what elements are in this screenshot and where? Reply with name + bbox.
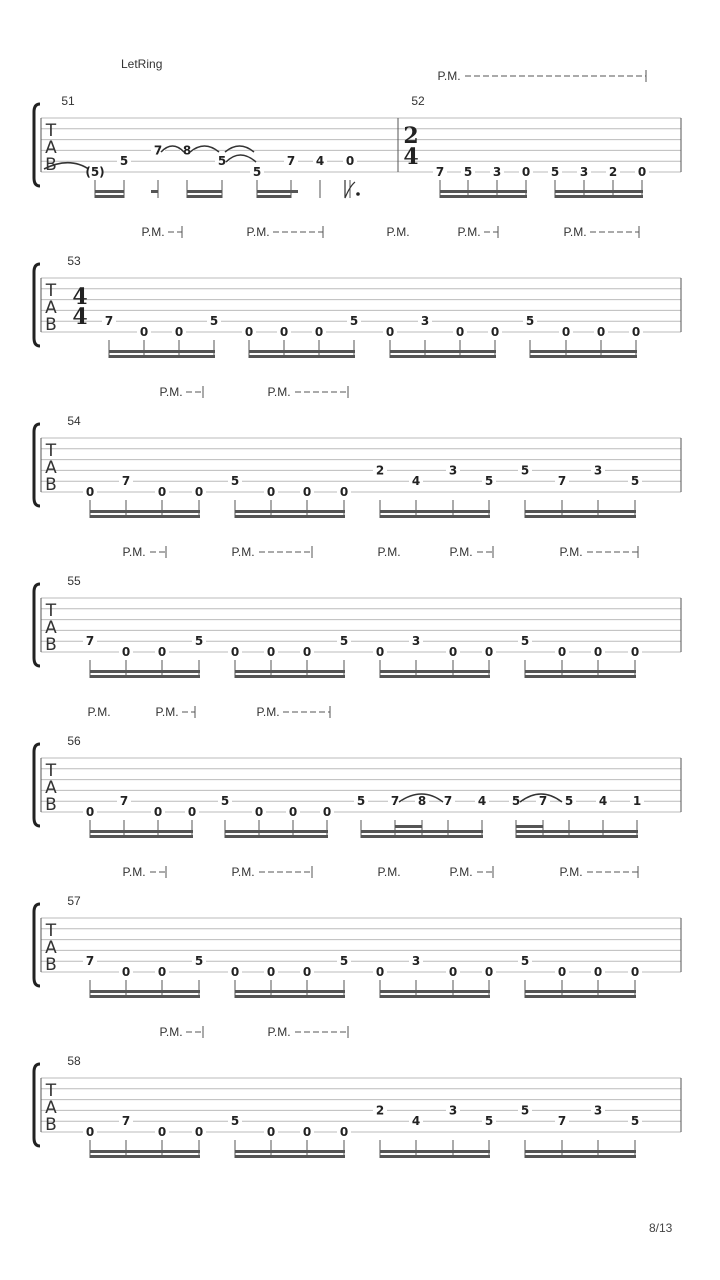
palm-mute-label: P.M.	[377, 865, 401, 879]
measure-number: 55	[67, 574, 81, 588]
beam	[235, 515, 345, 518]
fret-number: 0	[339, 485, 349, 499]
system-bracket	[34, 1064, 40, 1146]
fret-number: 0	[630, 645, 640, 659]
beam	[380, 995, 490, 998]
beam	[380, 670, 490, 673]
fret-number: 0	[279, 325, 289, 339]
fret-number: 5	[630, 474, 640, 489]
fret-number: 0	[314, 325, 324, 339]
system-bracket	[34, 584, 40, 666]
page-number: 8/13	[649, 1221, 673, 1235]
beam	[249, 350, 355, 353]
fret-number: 7	[557, 474, 567, 489]
beam	[380, 510, 490, 513]
fret-number: 5	[520, 634, 530, 649]
fret-number: 0	[596, 325, 606, 339]
beam	[90, 830, 193, 833]
beam	[380, 675, 490, 678]
palm-mute-label: P.M.	[246, 225, 270, 239]
palm-mute-label: P.M.	[559, 865, 583, 879]
fret-number: 0	[448, 965, 458, 979]
beam	[390, 355, 496, 358]
fret-number: 3	[411, 634, 421, 649]
palm-mute-label: P.M.	[256, 705, 280, 719]
palm-mute-label: P.M.	[122, 865, 146, 879]
beam	[235, 1155, 345, 1158]
fret-number: 0	[85, 1125, 95, 1139]
beam	[90, 835, 193, 838]
fret-number: 0	[302, 485, 312, 499]
fret-number: 0	[630, 965, 640, 979]
fret-number: 5	[520, 954, 530, 969]
fret-number: 5	[511, 794, 521, 809]
beam	[95, 195, 124, 198]
dot	[356, 192, 360, 196]
time-signature-top: 2	[403, 123, 419, 149]
beam	[225, 830, 328, 833]
fret-number: 5	[484, 1114, 494, 1129]
fret-number: 0	[174, 325, 184, 339]
fret-number: 0	[230, 965, 240, 979]
system-bracket	[34, 264, 40, 346]
palm-mute-label: P.M.	[449, 865, 473, 879]
fret-number: 5	[525, 314, 535, 329]
system-bracket	[34, 104, 40, 186]
fret-number: 5	[349, 314, 359, 329]
beam	[380, 515, 490, 518]
fret-number: 0	[153, 805, 163, 819]
beam	[390, 350, 496, 353]
fret-number: 0	[448, 645, 458, 659]
tab-clef-letter: T	[45, 281, 57, 301]
beam	[380, 1155, 490, 1158]
measure-number: 53	[67, 254, 81, 268]
beam	[257, 195, 291, 198]
tab-clef-letter: B	[45, 795, 57, 815]
fret-number: 0	[593, 645, 603, 659]
beam	[225, 835, 328, 838]
beam	[525, 670, 636, 673]
tab-clef-letter: B	[45, 955, 57, 975]
tab-clef-letter: T	[45, 921, 57, 941]
fret-number: 5	[520, 1103, 530, 1118]
palm-mute-label: P.M.	[231, 865, 255, 879]
tab-clef-letter: T	[45, 441, 57, 461]
beam	[525, 1155, 636, 1158]
beam	[235, 990, 345, 993]
fret-number: 5	[339, 954, 349, 969]
fret-number: 0	[254, 805, 264, 819]
fret-number: 0	[637, 165, 647, 179]
beam	[525, 510, 636, 513]
fret-number: 7	[390, 794, 400, 809]
fret-number: 0	[85, 805, 95, 819]
palm-mute-label: P.M.	[437, 69, 461, 83]
fret-number: 7	[121, 474, 131, 489]
beam	[257, 190, 291, 193]
beam-stub	[291, 190, 298, 193]
fret-number: 0	[266, 485, 276, 499]
fret-number: 0	[593, 965, 603, 979]
fret-number: 3	[448, 1103, 458, 1118]
beam	[530, 355, 637, 358]
beam	[187, 190, 222, 193]
beam	[90, 995, 200, 998]
fret-number: 1	[632, 794, 642, 809]
tab-clef-letter: A	[45, 458, 57, 478]
measure-number: 56	[67, 734, 81, 748]
fret-number: 0	[385, 325, 395, 339]
fret-number: 0	[187, 805, 197, 819]
palm-mute-label: P.M.	[155, 705, 179, 719]
fret-number: 0	[631, 325, 641, 339]
fret-number: 7	[85, 634, 95, 649]
fret-number: 3	[420, 314, 430, 329]
system-bracket	[34, 904, 40, 986]
fret-number: 3	[593, 1103, 603, 1118]
fret-number: 3	[593, 463, 603, 478]
fret-number: 2	[375, 1103, 385, 1118]
tab-clef-letter: T	[45, 601, 57, 621]
fret-number: 0	[557, 645, 567, 659]
fret-number: 4	[598, 794, 608, 809]
palm-mute-label: P.M.	[267, 1025, 291, 1039]
fret-number: 2	[608, 165, 618, 179]
fret-number: 7	[153, 143, 163, 158]
fret-number: 0	[121, 965, 131, 979]
beam	[90, 515, 200, 518]
fret-number: 7	[443, 794, 453, 809]
fret-number: 5	[463, 165, 473, 179]
palm-mute-label: P.M.	[563, 225, 587, 239]
fret-number: (5)	[85, 165, 105, 179]
fret-number: 0	[490, 325, 500, 339]
fret-number: 4	[411, 474, 421, 489]
palm-mute-label: P.M.	[386, 225, 410, 239]
fret-number: 4	[315, 154, 325, 169]
tab-clef-letter: A	[45, 778, 57, 798]
tab-clef-letter: B	[45, 315, 57, 335]
tab-clef-letter: B	[45, 1115, 57, 1135]
tab-clef-letter: T	[45, 1081, 57, 1101]
slur	[190, 146, 219, 152]
fret-number: 5	[520, 463, 530, 478]
beam	[235, 995, 345, 998]
fret-number: 0	[339, 1125, 349, 1139]
beam	[90, 670, 200, 673]
fret-number: 5	[119, 154, 129, 169]
palm-mute-label: P.M.	[559, 545, 583, 559]
measure-number: 52	[411, 94, 425, 108]
fret-number: 0	[375, 965, 385, 979]
fret-number: 5	[550, 165, 560, 179]
system-bracket	[34, 744, 40, 826]
beam-32	[395, 825, 422, 828]
beam	[516, 835, 638, 838]
palm-mute-label: P.M.	[87, 705, 111, 719]
fret-number: 0	[484, 645, 494, 659]
fret-number: 0	[266, 645, 276, 659]
fret-number: 3	[492, 165, 502, 179]
measure-number: 58	[67, 1054, 81, 1068]
fret-number: 0	[157, 645, 167, 659]
tab-staff	[34, 424, 681, 506]
fret-number: 0	[266, 1125, 276, 1139]
fret-number: 5	[194, 954, 204, 969]
palm-mute-label: P.M.	[122, 545, 146, 559]
fret-number: 0	[521, 165, 531, 179]
fret-number: 5	[230, 1114, 240, 1129]
palm-mute-label: P.M.	[159, 385, 183, 399]
fret-number: 7	[538, 794, 548, 809]
fret-number: 0	[302, 1125, 312, 1139]
slur	[225, 146, 254, 152]
fret-number: 0	[139, 325, 149, 339]
fret-number: 3	[579, 165, 589, 179]
measure-number: 57	[67, 894, 81, 908]
beam-32	[516, 825, 543, 828]
let-ring-label: LetRing	[121, 57, 163, 71]
beam	[525, 990, 636, 993]
fret-number: 7	[85, 954, 95, 969]
beam	[380, 1150, 490, 1153]
fret-number: 0	[157, 965, 167, 979]
tab-clef-letter: B	[45, 635, 57, 655]
beam	[90, 990, 200, 993]
palm-mute-label: P.M.	[457, 225, 481, 239]
fret-number: 0	[302, 965, 312, 979]
tab-clef-letter: T	[45, 121, 57, 141]
beam	[249, 355, 355, 358]
fret-number: 0	[121, 645, 131, 659]
beam	[90, 1150, 200, 1153]
fret-number: 0	[561, 325, 571, 339]
beam	[525, 1150, 636, 1153]
fret-number: 0	[194, 485, 204, 499]
beam	[90, 510, 200, 513]
tab-clef-letter: B	[45, 155, 57, 175]
fret-number: 0	[345, 154, 355, 169]
beam	[555, 195, 643, 198]
fret-number: 7	[121, 1114, 131, 1129]
fret-number: 5	[630, 1114, 640, 1129]
palm-mute-label: P.M.	[449, 545, 473, 559]
fret-number: 7	[435, 165, 445, 179]
beam	[440, 190, 527, 193]
beam	[235, 670, 345, 673]
time-signature-bottom: 4	[403, 144, 419, 170]
beam	[361, 830, 483, 833]
time-signature-bottom: 4	[72, 304, 88, 330]
fret-number: 0	[484, 965, 494, 979]
fret-number: 3	[411, 954, 421, 969]
fret-number: 7	[557, 1114, 567, 1129]
fret-number: 8	[417, 794, 427, 809]
fret-number: 5	[356, 794, 366, 809]
beam	[235, 510, 345, 513]
tab-clef-letter: T	[45, 761, 57, 781]
fret-number: 0	[266, 965, 276, 979]
measure-number: 54	[67, 414, 81, 428]
palm-mute-label: P.M.	[377, 545, 401, 559]
fret-number: 0	[455, 325, 465, 339]
beam-stub	[95, 190, 102, 193]
fret-number: 0	[157, 1125, 167, 1139]
fret-number: 7	[119, 794, 129, 809]
measure-number: 51	[61, 94, 75, 108]
fret-number: 5	[252, 165, 262, 179]
palm-mute-label: P.M.	[231, 545, 255, 559]
beam	[90, 1155, 200, 1158]
beam	[440, 195, 527, 198]
beam	[361, 835, 483, 838]
fret-number: 5	[564, 794, 574, 809]
beam	[235, 675, 345, 678]
fret-number: 0	[557, 965, 567, 979]
beam	[525, 675, 636, 678]
fret-number: 7	[286, 154, 296, 169]
beam	[380, 990, 490, 993]
palm-mute-label: P.M.	[159, 1025, 183, 1039]
fret-number: 5	[220, 794, 230, 809]
fret-number: 4	[411, 1114, 421, 1129]
fret-number: 0	[322, 805, 332, 819]
time-signature-top: 4	[72, 284, 88, 310]
tab-clef-letter: B	[45, 475, 57, 495]
fret-number: 5	[194, 634, 204, 649]
fret-number: 5	[217, 154, 227, 169]
beam	[525, 515, 636, 518]
fret-number: 2	[375, 463, 385, 478]
fret-number: 0	[157, 485, 167, 499]
fret-number: 0	[85, 485, 95, 499]
palm-mute-label: P.M.	[267, 385, 291, 399]
beam	[530, 350, 637, 353]
fret-number: 0	[230, 645, 240, 659]
fret-number: 5	[209, 314, 219, 329]
tab-clef-letter: A	[45, 298, 57, 318]
beam-stub	[151, 190, 158, 193]
tab-clef-letter: A	[45, 138, 57, 158]
beam	[109, 350, 215, 353]
tab-clef-letter: A	[45, 938, 57, 958]
beam	[109, 355, 215, 358]
beam	[525, 995, 636, 998]
fret-number: 4	[477, 794, 487, 809]
tab-clef-letter: A	[45, 618, 57, 638]
tab-staff	[34, 1064, 681, 1146]
beam	[555, 190, 643, 193]
fret-number: 7	[104, 314, 114, 329]
fret-number: 0	[302, 645, 312, 659]
fret-number: 0	[194, 1125, 204, 1139]
tab-staff	[34, 264, 681, 346]
fret-number: 8	[182, 143, 192, 158]
tab-clef-letter: A	[45, 1098, 57, 1118]
fret-number: 5	[230, 474, 240, 489]
fret-number: 0	[288, 805, 298, 819]
fret-number: 0	[244, 325, 254, 339]
beam	[516, 830, 638, 833]
fret-number: 5	[339, 634, 349, 649]
fret-number: 5	[484, 474, 494, 489]
fret-number: 3	[448, 463, 458, 478]
beam	[235, 1150, 345, 1153]
palm-mute-label: P.M.	[141, 225, 165, 239]
system-bracket	[34, 424, 40, 506]
beam	[90, 675, 200, 678]
beam	[187, 195, 222, 198]
tab-staff	[34, 744, 681, 826]
fret-number: 0	[375, 645, 385, 659]
